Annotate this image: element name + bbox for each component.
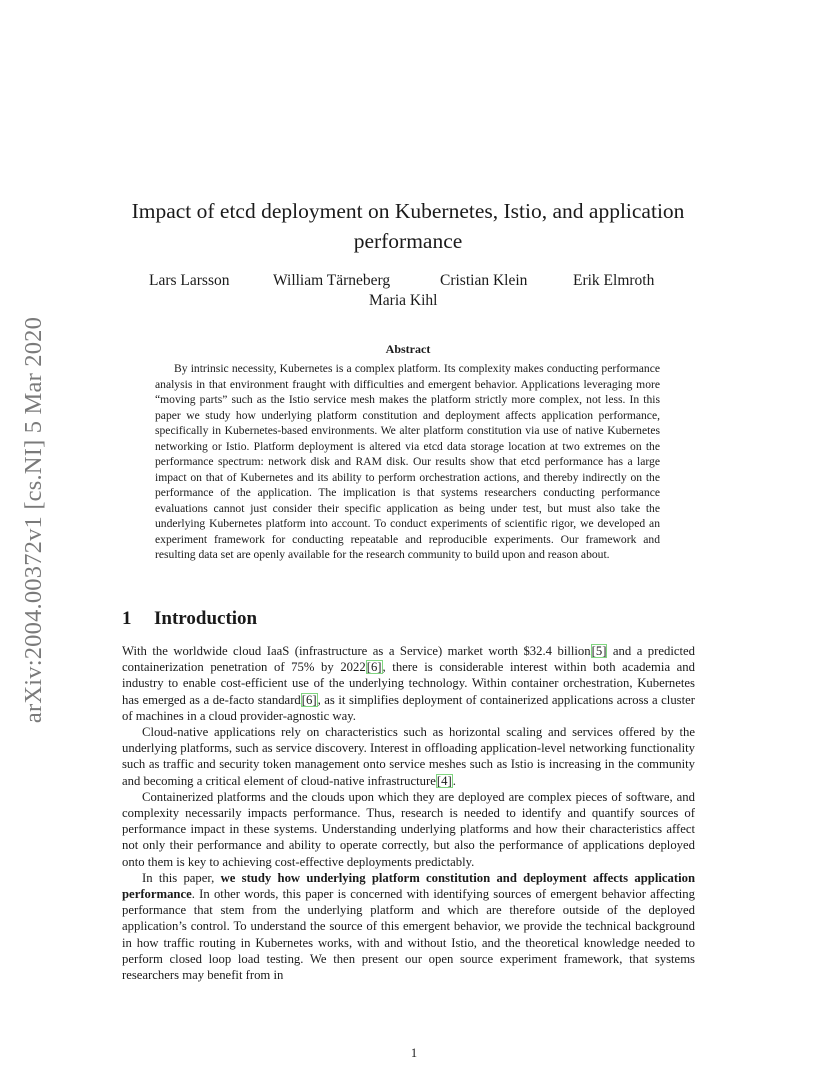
text-run: Cloud-native applications rely on characteristics such as horizontal scaling and services offered by the underlying platforms, such as service discovery. Interest in offloading application-level networking functionality such as traffic and security token management onto service meshes such as Istio is increasing in the community and becoming a critical element of cloud-native infrastructure — [122, 725, 695, 788]
author-name: William Tärneberg — [273, 272, 391, 289]
introduction-body — [122, 643, 695, 983]
citation-link[interactable]: [6] — [366, 660, 382, 675]
author-name: Erik Elmroth — [573, 272, 655, 289]
author-name: Cristian Klein — [440, 272, 528, 289]
paragraph — [122, 643, 695, 724]
text-run: . In other words, this paper is concerned with identifying sources of emergent behavior affecting performance that stem from the underlying platform and which are therefore outside of the deployed application’s control. To understand the source of this emergent behavior, we provide the technical background in how traffic routing in Kubernetes works, with and without Istio, and the theoretical knowledge needed to perform closed loop load testing. We then present our open source experiment framework, that systems researchers may benefit from in — [122, 887, 695, 983]
abstract-text: By intrinsic necessity, Kubernetes is a complex platform. Its complexity makes conducting performance analysis in that environment fraught with difficulties and emergent behavior. Applications leveraging more “moving parts” such as the Istio service mesh makes the platform strictly more complex, not less. In this paper we study how underlying platform constitution and deployment affects application performance, specifically in Kubernetes-based environments. We alter platform constitution via use of native Kubernetes networking or Istio. Platform deployment is altered via etcd data storage location at two extremes on the performance spectrum: network disk and RAM disk. Our results show that etcd performance has a large impact on that of Kubernetes and its ability to perform orchestration actions, and thereby indirectly on the performance of the application. The implication is that systems researchers conducting performance evaluations cannot just consider their specific application as being under test, but must also take the underlying Kubernetes platform into account. To conduct experiments of scientific rigor, we developed an experiment framework for conducting repeatable and reproducible experiments. Our framework and resulting data set are openly available for the research community to build upon and reason about. — [155, 362, 660, 561]
paper-title: Impact of etcd deployment on Kubernetes, Istio, and application performance — [131, 199, 685, 253]
text-run: . — [452, 773, 456, 788]
author-name: Maria Kihl — [369, 292, 438, 309]
text-run: , as it simplifies deployment of containerized applications across a cluster of machines in a cloud provider-agnostic way. — [122, 692, 695, 723]
text-run: In this paper, — [142, 870, 221, 885]
section-number: 1 — [122, 608, 132, 629]
text-run: With the worldwide cloud IaaS (infrastructure as a Service) market worth $32.4 billion — [122, 644, 591, 658]
paragraph — [122, 724, 695, 789]
citation-link[interactable]: [4] — [436, 773, 452, 788]
text-run: and a predicted containerization penetration of 75% by 2022 — [122, 644, 696, 675]
section-title: Introduction — [154, 608, 258, 629]
author-name: Lars Larsson — [149, 272, 230, 289]
paragraph: Containerized platforms and the clouds upon which they are deployed are complex pieces of software, and complexity necessarily impacts performance. Thus, research is needed to identify and quantify sources of performance impact in these systems. Understanding underlying platforms and how their characteristics affect not only their performance and ability to operate correctly, but also the performance of applications deployed onto them is key to achieving cost-effective deployments predictably. — [122, 789, 695, 869]
section-heading — [122, 608, 257, 630]
citation-link[interactable]: [6] — [301, 692, 317, 707]
page-number: 1 — [410, 1046, 418, 1060]
emphasis-text: we study how underlying platform constitution and deployment affects application performance — [122, 870, 696, 902]
paragraph — [122, 870, 695, 983]
text-run: , there is considerable interest within both academia and industry to enable cost-efficient use of the underlying technology. Within container orchestration, Kubernetes has emerged as a de-facto standard — [122, 660, 695, 707]
arxiv-id: arXiv:2004.00372v1 [cs.NI] 5 Mar 2020 — [20, 316, 47, 724]
abstract-heading: Abstract — [385, 342, 431, 356]
citation-link[interactable]: [5] — [591, 644, 607, 658]
